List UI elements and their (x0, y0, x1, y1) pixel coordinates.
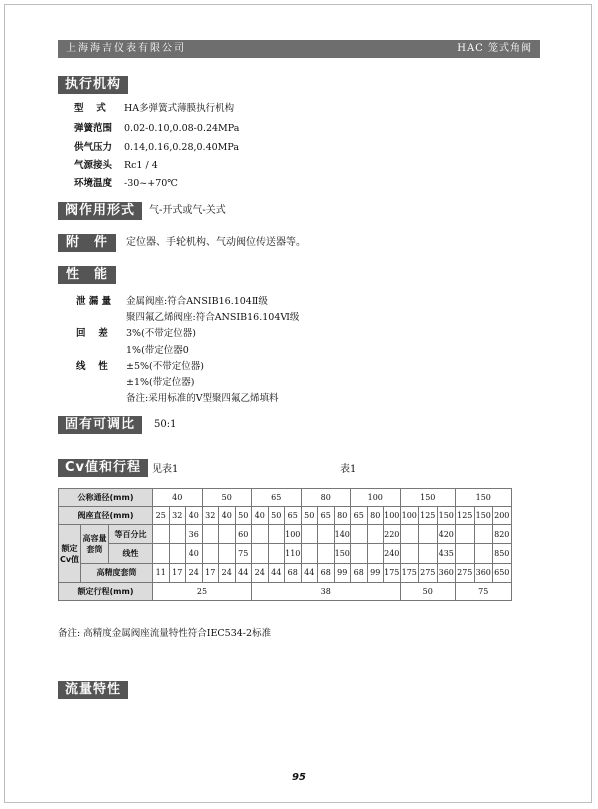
page-header (58, 40, 540, 58)
performance-remark: 备注:采用标准的V型聚四氟乙烯填料 (126, 393, 279, 404)
table-cell: 420 (437, 525, 456, 544)
table-cell (268, 544, 285, 563)
section-actuator-title: 执行机构 (58, 76, 128, 94)
spec-key: 环境温度 (74, 178, 113, 189)
rangeability-value: 50:1 (154, 419, 177, 430)
table-cell (419, 544, 438, 563)
table-cell (474, 544, 493, 563)
spec-value: Rc1 / 4 (124, 160, 158, 171)
action-text: 气-开式或气-关式 (149, 205, 226, 216)
table-cell (351, 525, 368, 544)
table-cell: 80 (334, 507, 351, 525)
row-label: 线性 (109, 544, 153, 563)
table-cell: 50 (400, 583, 456, 601)
section-rangeability-title: 固有可调比 (58, 416, 142, 434)
table-row-nominal (59, 489, 512, 507)
page-number: 95 (292, 772, 306, 783)
high-capacity-label: 高容量套筒 (81, 525, 109, 564)
hysteresis-value-2: 1%(带定位器0 (126, 345, 189, 356)
table-cell: 25 (153, 507, 170, 525)
table-cell: 44 (235, 563, 252, 582)
table-cell: 99 (367, 563, 384, 582)
row-label: 阀座直径(mm) (59, 507, 153, 525)
table-cell (400, 544, 419, 563)
table-cell: 50 (301, 507, 318, 525)
table-cell (219, 544, 236, 563)
section-performance-title: 性 能 (58, 266, 116, 284)
cv-table-label: 表1 (340, 464, 357, 475)
table-cell: 11 (153, 563, 170, 582)
table-cell: 360 (437, 563, 456, 582)
linearity-key (76, 361, 108, 373)
table-row-travel (59, 583, 512, 601)
accessories-text: 定位器、手轮机构、气动阀位传送器等。 (126, 237, 306, 248)
spec-key: 弹簧范围 (74, 123, 113, 134)
table-cell: 40 (252, 507, 269, 525)
table-cell: 175 (400, 563, 419, 582)
table-cell (252, 525, 269, 544)
spec-value: 0.02-0.10,0.08-0.24MPa (124, 123, 240, 134)
perf-key: 回 差 (76, 328, 108, 339)
rated-cv-label: 额定Cv值 (59, 525, 81, 583)
row-label: 高精度套筒 (81, 563, 153, 582)
table-cell: 100 (285, 525, 302, 544)
table-cell: 99 (334, 563, 351, 582)
section-accessories-title: 附 件 (58, 234, 116, 252)
table-cell: 200 (493, 507, 512, 525)
table-cell: 75 (456, 583, 512, 601)
company-name: 上海海吉仪表有限公司 (66, 43, 186, 54)
table-cell: 240 (384, 544, 401, 563)
table-cell: 140 (334, 525, 351, 544)
table-cell: 40 (153, 489, 203, 507)
table-note: 备注: 高精度金属阀座流量特性符合IEC534-2标准 (58, 628, 272, 639)
table-cell: 68 (318, 563, 335, 582)
table-cell: 24 (186, 563, 203, 582)
table-cell: 44 (301, 563, 318, 582)
leakage-value-1: 金属阀座:符合ANSIB16.104Ⅱ级 (126, 296, 268, 307)
table-cell: 80 (301, 489, 351, 507)
table-cell (456, 544, 475, 563)
leakage-value-2: 聚四氟乙烯阀座:符合ANSIB16.104Ⅵ级 (126, 312, 300, 323)
table-cell (419, 525, 438, 544)
table-cell: 25 (153, 583, 252, 601)
table-row-seat (59, 507, 512, 525)
spec-row-spring (74, 123, 374, 135)
table-cell: 32 (202, 507, 219, 525)
table-cell: 38 (252, 583, 401, 601)
cv-table (58, 488, 512, 601)
table-cell (153, 544, 170, 563)
table-cell: 100 (351, 489, 401, 507)
table-cell: 40 (219, 507, 236, 525)
table-cell: 24 (219, 563, 236, 582)
table-cell: 36 (186, 525, 203, 544)
table-cell: 80 (367, 507, 384, 525)
perf-key: 泄 漏 量 (76, 296, 112, 307)
spec-row-connection (74, 160, 374, 172)
table-cell: 110 (285, 544, 302, 563)
table-cell (202, 525, 219, 544)
table-cell: 150 (474, 507, 493, 525)
table-cell: 150 (437, 507, 456, 525)
table-cell (252, 544, 269, 563)
table-cell: 150 (400, 489, 456, 507)
table-cell (268, 525, 285, 544)
spec-key: 供气压力 (74, 142, 113, 153)
hysteresis-value-1: 3%(不带定位器) (126, 328, 196, 339)
table-cell: 125 (419, 507, 438, 525)
table-cell (219, 525, 236, 544)
table-cell: 275 (419, 563, 438, 582)
table-cell: 650 (493, 563, 512, 582)
table-cell: 50 (202, 489, 252, 507)
table-cell (169, 544, 186, 563)
table-cell: 150 (334, 544, 351, 563)
table-cell (367, 525, 384, 544)
table-cell: 125 (456, 507, 475, 525)
table-cell: 40 (186, 507, 203, 525)
spec-value: -30~+70℃ (124, 178, 178, 189)
table-cell: 24 (252, 563, 269, 582)
section-flow-title: 流量特性 (58, 681, 128, 699)
table-row-high-precision (59, 563, 512, 582)
table-cell (400, 525, 419, 544)
table-cell: 17 (202, 563, 219, 582)
table-cell: 360 (474, 563, 493, 582)
table-cell: 150 (456, 489, 512, 507)
spec-value: HA多弹簧式薄膜执行机构 (124, 103, 235, 114)
leakage-key (76, 296, 111, 308)
table-cell: 850 (493, 544, 512, 563)
table-cell: 32 (169, 507, 186, 525)
table-cell: 50 (235, 507, 252, 525)
table-cell (153, 525, 170, 544)
table-cell (367, 544, 384, 563)
section-action-title: 阀作用形式 (58, 202, 142, 220)
product-name: HAC 笼式角阀 (457, 43, 532, 54)
table-cell (301, 544, 318, 563)
table-cell: 175 (384, 563, 401, 582)
table-cell (202, 544, 219, 563)
table-cell: 100 (400, 507, 419, 525)
table-cell: 40 (186, 544, 203, 563)
cv-see-table: 见表1 (152, 464, 179, 475)
table-cell: 820 (493, 525, 512, 544)
table-cell (474, 525, 493, 544)
table-cell: 60 (235, 525, 252, 544)
table-cell: 220 (384, 525, 401, 544)
table-cell: 65 (318, 507, 335, 525)
table-row-linear (59, 544, 512, 563)
table-cell: 68 (285, 563, 302, 582)
row-label: 等百分比 (109, 525, 153, 544)
table-cell: 44 (268, 563, 285, 582)
table-cell (301, 525, 318, 544)
row-label: 公称通径(mm) (59, 489, 153, 507)
table-cell (351, 544, 368, 563)
table-cell (318, 525, 335, 544)
spec-row-supply (74, 142, 374, 154)
spec-value: 0.14,0.16,0.28,0.40MPa (124, 142, 240, 153)
table-cell (318, 544, 335, 563)
spec-key: 型 式 (74, 103, 106, 114)
table-cell: 65 (285, 507, 302, 525)
table-cell: 435 (437, 544, 456, 563)
hysteresis-key (76, 328, 108, 340)
table-cell (169, 525, 186, 544)
table-cell (456, 525, 475, 544)
linearity-value-2: ±1%(带定位器) (126, 377, 195, 388)
table-cell: 68 (351, 563, 368, 582)
section-cv-title: Cv值和行程 (58, 459, 148, 477)
perf-key: 线 性 (76, 361, 108, 372)
spec-row-temperature (74, 178, 374, 190)
spec-key: 气源接头 (74, 160, 113, 171)
table-cell: 50 (268, 507, 285, 525)
table-cell: 65 (351, 507, 368, 525)
row-label: 额定行程(mm) (59, 583, 153, 601)
table-cell: 275 (456, 563, 475, 582)
linearity-value-1: ±5%(不带定位器) (126, 361, 204, 372)
table-cell: 17 (169, 563, 186, 582)
table-cell: 75 (235, 544, 252, 563)
spec-row-type (74, 103, 374, 115)
table-cell: 65 (252, 489, 302, 507)
table-cell: 100 (384, 507, 401, 525)
table-row-equal-percent (59, 525, 512, 544)
